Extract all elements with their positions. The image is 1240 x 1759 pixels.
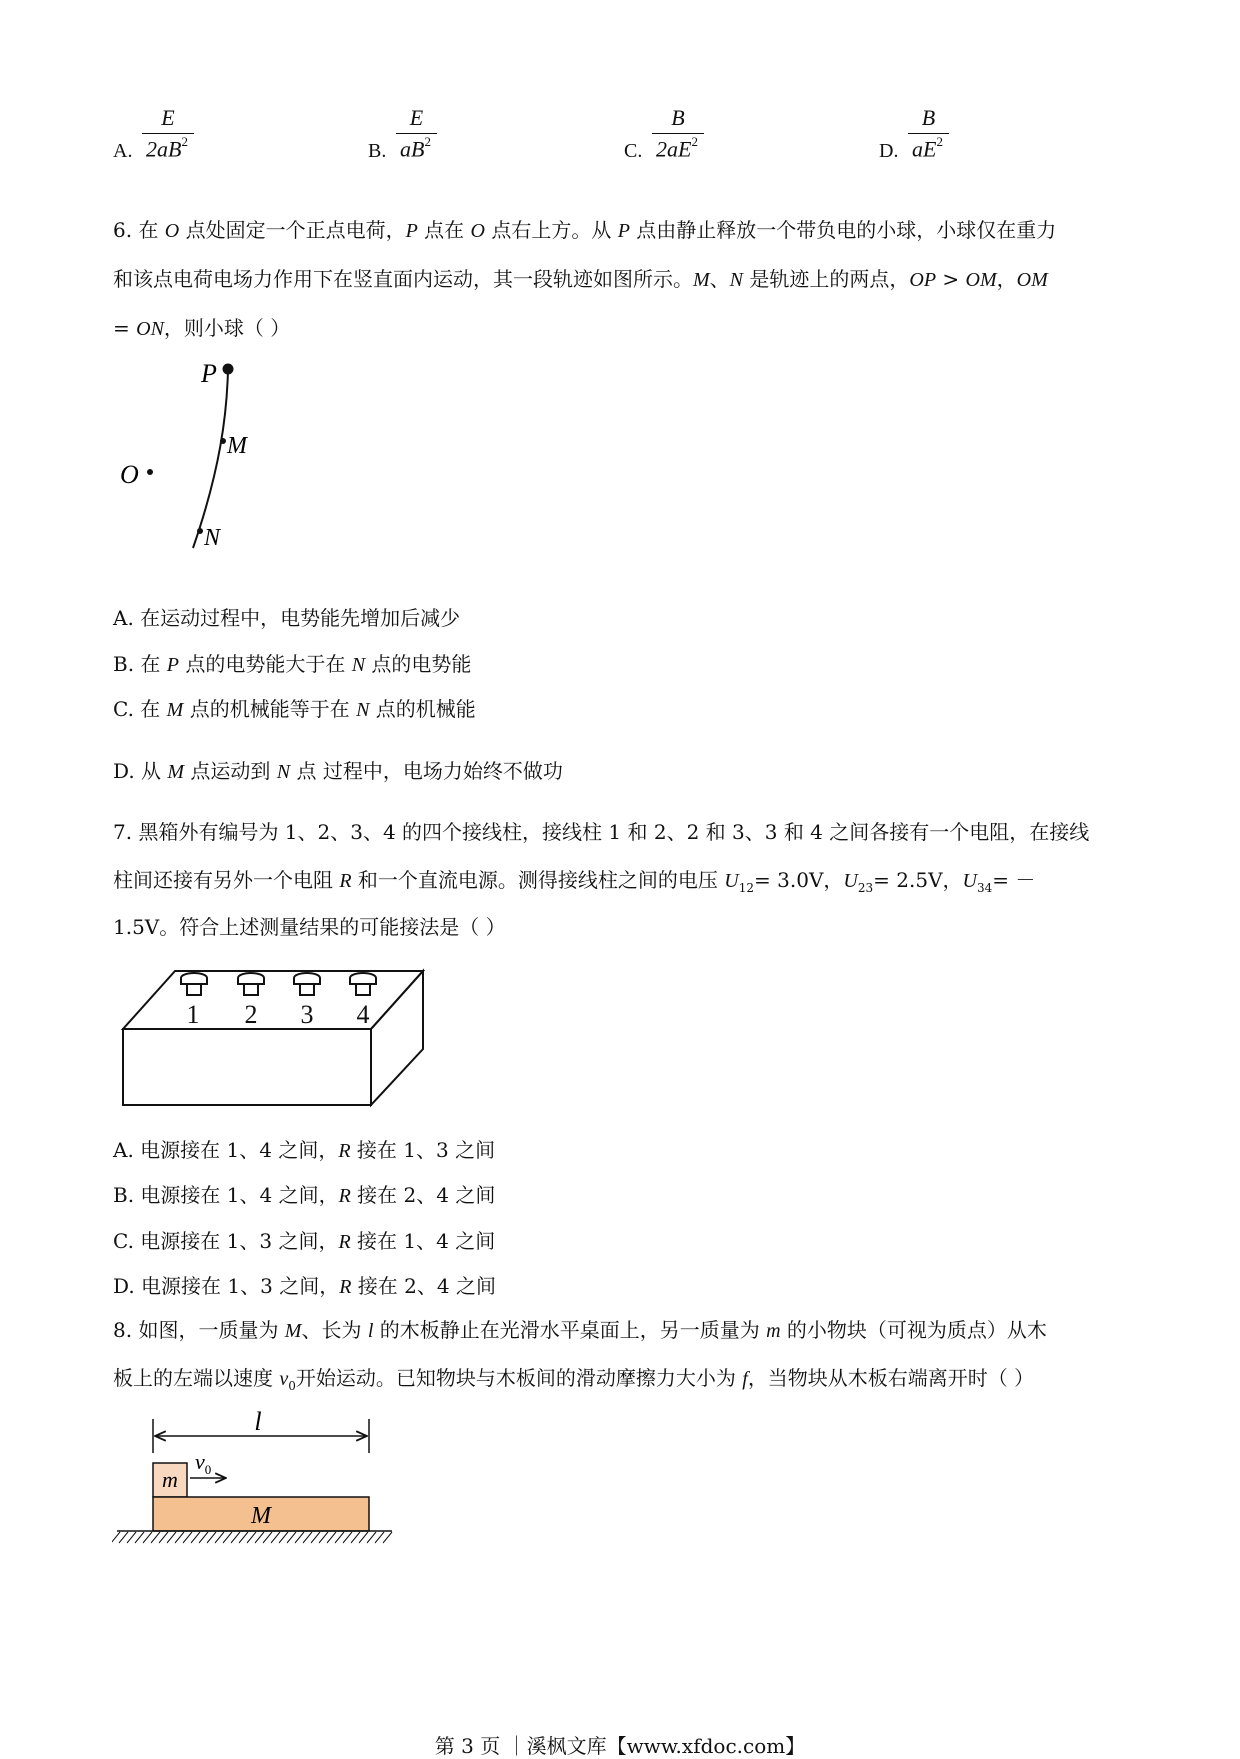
text: 、长为 (301, 1318, 368, 1342)
text: = (113, 316, 137, 340)
q8-board-block-figure (112, 1405, 402, 1555)
q5-option-d-label: D. (879, 140, 899, 162)
var: R (338, 1231, 351, 1253)
text: 和该点电荷电场力作用下在竖直面内运动，其一段轨迹如图所示。 (113, 267, 693, 291)
point-m-dot (220, 438, 226, 444)
denominator (908, 136, 949, 162)
q6-option-d (113, 757, 563, 786)
var: l (367, 1320, 374, 1342)
var: N (276, 761, 291, 783)
var: ON (136, 318, 164, 340)
text: 8. 如图，一质量为 (113, 1318, 285, 1342)
text: 点在 (417, 218, 471, 242)
exponent: 2 (424, 134, 431, 149)
subscript: 23 (857, 881, 874, 895)
point-o-dot (147, 469, 153, 475)
q5-option-a-label: A. (113, 140, 133, 162)
den-text: 2aE (656, 136, 692, 162)
q7-stem-line-3: 1.5V。符合上述测量结果的可能接法是（ ） (113, 915, 506, 939)
var: M (284, 1320, 302, 1342)
numerator: E (409, 105, 424, 130)
q5-option-a-fraction (142, 105, 194, 162)
text: > (936, 267, 966, 291)
q6-stem-line-1 (113, 216, 1056, 245)
board-label: M (251, 1503, 271, 1529)
terminal-post-4 (350, 973, 376, 995)
text: = 3.0V， (754, 868, 844, 892)
text: A. 电源接在 1、4 之间， (113, 1138, 339, 1162)
label-p: P (201, 359, 217, 388)
var: O (164, 220, 180, 242)
var: v (279, 1368, 289, 1390)
text: 点处固定一个正点电荷， (179, 218, 406, 242)
text: 点的电势能 (365, 652, 472, 676)
q8-stem-line-2 (113, 1364, 1034, 1400)
text: 板上的左端以速度 (113, 1366, 280, 1390)
var: N (729, 269, 744, 291)
q7-option-b (113, 1181, 495, 1210)
text: 点由静止释放一个带负电的小球，小球仅在重力 (629, 218, 1057, 242)
text: 、 (709, 267, 730, 291)
text: 的小物块（可视为质点）从木 (780, 1318, 1047, 1342)
q5-option-d-fraction (908, 105, 949, 162)
text: 点 过程中，电场力始终不做功 (290, 759, 563, 783)
label-o: O (120, 460, 139, 489)
var: P (405, 220, 418, 242)
q6-trajectory-figure (110, 355, 310, 555)
length-label: l (254, 1407, 262, 1436)
var: f (742, 1368, 748, 1390)
point-n-dot (197, 528, 203, 534)
point-p-dot (223, 364, 234, 375)
text: ， (996, 267, 1017, 291)
terminal-posts (181, 973, 376, 995)
q5-option-b-label: B. (368, 140, 387, 162)
q6-stem-line-3 (113, 314, 290, 343)
velocity-symbol: v (195, 1449, 205, 1474)
block-label: m (162, 1467, 178, 1492)
text: 接在 2、4 之间 (350, 1183, 496, 1207)
q6-stem-line-2 (113, 265, 1048, 294)
terminal-label-1: 1 (186, 1000, 200, 1029)
numerator: B (671, 105, 685, 130)
terminal-label-3: 3 (300, 1000, 314, 1029)
text: C. 在 (113, 697, 167, 721)
exponent: 2 (691, 134, 698, 149)
text: D. 电源接在 1、3 之间， (113, 1274, 340, 1298)
text: 点的机械能等于在 (183, 697, 357, 721)
text: = 2.5V， (873, 868, 963, 892)
text: = － (992, 868, 1036, 892)
text: 接在 1、3 之间 (350, 1138, 496, 1162)
text: 接在 2、4 之间 (351, 1274, 496, 1298)
text: ，当物块从木板右端离开时（ ） (747, 1366, 1035, 1390)
q5-option-c-label: C. (624, 140, 643, 162)
text: 点右上方。从 (485, 218, 618, 242)
var: N (356, 699, 370, 721)
var: m (766, 1320, 781, 1342)
q7-stem-line-1: 7. 黑箱外有编号为 1、2、3、4 的四个接线柱，接线柱 1 和 2、2 和 3、3 和 4 之间各接有一个电阻，在接线 (113, 820, 1090, 844)
box-front-face (123, 1029, 371, 1105)
var: OP (909, 269, 937, 291)
velocity-label (195, 1449, 211, 1477)
q7-option-d (113, 1272, 496, 1301)
q5-option-b-fraction (396, 105, 437, 162)
var: R (339, 870, 352, 892)
var: OM (1016, 269, 1048, 291)
q7-black-box-figure (115, 965, 435, 1115)
text: 点的电势能大于在 (179, 652, 352, 676)
q7-stem-line-2 (113, 866, 1035, 902)
terminal-label-2: 2 (244, 1000, 258, 1029)
denominator (396, 136, 437, 162)
q6-option-b (113, 650, 471, 679)
text: C. 电源接在 1、3 之间， (113, 1229, 339, 1253)
text: 是轨迹上的两点， (743, 267, 910, 291)
var: P (166, 654, 179, 676)
var: R (338, 1185, 351, 1207)
q6-option-c (113, 695, 476, 724)
text: 接在 1、4 之间 (350, 1229, 496, 1253)
numerator: E (161, 105, 175, 130)
text: 柱间还接有另外一个电阻 (113, 868, 340, 892)
var: P (617, 220, 630, 242)
table-hatching (112, 1532, 392, 1543)
text: ，则小球（ ） (163, 316, 291, 340)
denominator (142, 136, 194, 162)
var: U (962, 870, 977, 892)
velocity-subscript: 0 (204, 1462, 212, 1477)
box-side-face (371, 971, 423, 1105)
text: 开始运动。已知物块与木板间的滑动摩擦力大小为 (295, 1366, 743, 1390)
den-text: aE (912, 136, 937, 162)
subscript: 0 (288, 1379, 296, 1393)
terminal-post-3 (294, 973, 320, 995)
den-text: aB (400, 136, 425, 162)
text: 点运动到 (184, 759, 277, 783)
var: R (338, 1140, 351, 1162)
q5-option-c-fraction (652, 105, 704, 162)
q7-option-a (113, 1136, 495, 1165)
terminal-post-1 (181, 973, 207, 995)
var: N (351, 654, 366, 676)
var: U (843, 870, 858, 892)
q8-stem-line-1 (113, 1316, 1047, 1345)
exponent: 2 (936, 134, 943, 149)
denominator (652, 136, 704, 162)
var: M (167, 761, 185, 783)
text: B. 在 (113, 652, 167, 676)
q7-option-c (113, 1227, 495, 1256)
var: U (724, 870, 739, 892)
numerator: B (921, 105, 936, 130)
text: 6. 在 (113, 218, 165, 242)
text: 的木板静止在光滑水平桌面上，另一质量为 (373, 1318, 767, 1342)
terminal-post-2 (238, 973, 264, 995)
var: M (693, 269, 710, 291)
terminal-label-4: 4 (356, 1000, 370, 1029)
exponent: 2 (181, 134, 188, 149)
text: D. 从 (113, 759, 168, 783)
q6-option-a: A. 在运动过程中，电势能先增加后减少 (113, 606, 461, 630)
text: 点的机械能 (369, 697, 476, 721)
den-text: 2aB (146, 136, 182, 162)
label-m: M (227, 433, 247, 459)
text: 和一个直流电源。测得接线柱之间的电压 (351, 868, 725, 892)
var: R (339, 1276, 352, 1298)
subscript: 12 (738, 881, 755, 895)
label-n: N (204, 525, 221, 551)
var: M (166, 699, 184, 721)
var: O (470, 220, 485, 242)
page-footer: 第 3 页 ｜溪枫文库【www.xfdoc.com】 (434, 1734, 806, 1758)
text: B. 电源接在 1、4 之间， (113, 1183, 339, 1207)
subscript: 34 (976, 881, 993, 895)
var: OM (965, 269, 997, 291)
trajectory-curve (193, 369, 228, 548)
